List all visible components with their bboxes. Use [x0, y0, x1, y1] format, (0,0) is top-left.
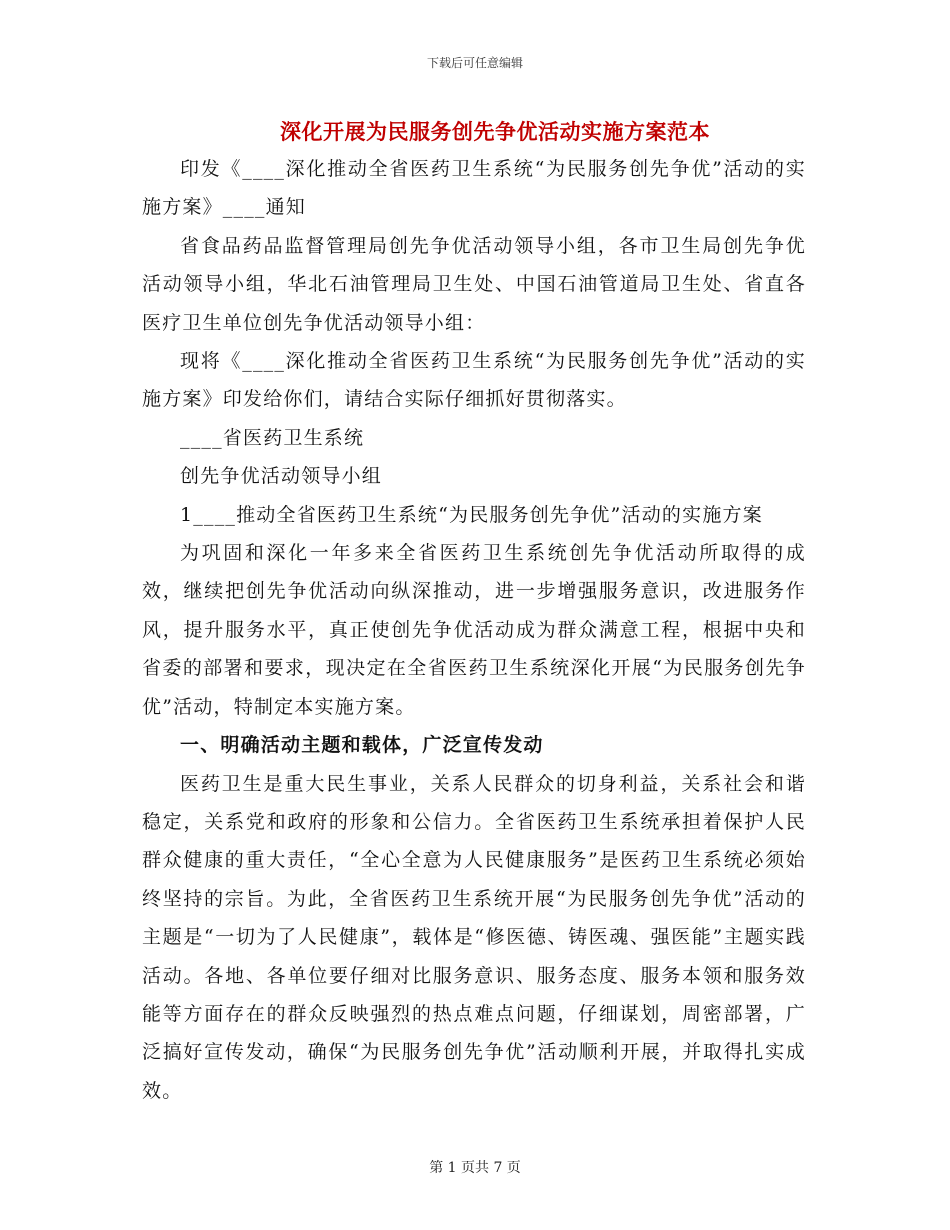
paragraph-plan-title: 1____推动全省医药卫生系统“为民服务创先争优”活动的实施方案 [180, 503, 763, 526]
paragraph-recipients: 省食品药品监督管理局创先争优活动领导小组，各市卫生局创先争优活动领导小组，华北石油管理局卫生处、中国石油管道局卫生处、省直各医疗卫生单位创先争优活动领导小组： [142, 234, 806, 334]
paragraph-intro: 为巩固和深化一年多来全省医药卫生系统创先争优活动所取得的成效，继续把创先争优活动向纵深推动，进一步增强服务意识，改进服务作风，提升服务水平，真正使创先争优活动成为群众满意工程，根据中央和省委的部署和要求，现决定在全省医药卫生系统深化开展“为民服务创先争优”活动，特制定本实施方案。 [142, 542, 806, 718]
paragraph-signature-org: ____省医药卫生系统 [180, 426, 365, 449]
document-body [142, 150, 806, 1110]
section-heading: 一、明确活动主题和载体，广泛宣传发动 [180, 734, 544, 757]
paragraph-signature-group: 创先争优活动领导小组 [180, 465, 383, 488]
page-header-note: 下载后可任意编辑 [426, 56, 523, 70]
paragraph-section-body: 医药卫生是重大民生事业，关系人民群众的切身利益，关系社会和谐稳定，关系党和政府的形象和公信力。全省医药卫生系统承担着保护人民群众健康的重大责任，“全心全意为人民健康服务”是医药卫生系统必须始终坚持的宗旨。为此，全省医药卫生系统开展“为民服务创先争优”活动的主题是“一切为了人民健康”，载体是“修医德、铸医魂、强医能”主题实践活动。各地、各单位要仔细对比服务意识、服务态度、服务本领和服务效能等方面存在的群众反映强烈的热点难点问题，仔细谋划，周密部署，广泛搞好宣传发动，确保“为民服务创先争优”活动顺利开展，并取得扎实成效。 [142, 772, 806, 1102]
paragraph-notice-title: 印发《____深化推动全省医药卫生系统“为民服务创先争优”活动的实施方案》____通知 [142, 158, 806, 219]
page-footer-number: 第 1 页共 7 页 [429, 1160, 521, 1176]
paragraph-instruction: 现将《____深化推动全省医药卫生系统“为民服务创先争优”活动的实施方案》印发给你们，请结合实际仔细抓好贯彻落实。 [142, 350, 806, 411]
document-title: 深化开展为民服务创先争优活动实施方案范本 [280, 119, 710, 144]
